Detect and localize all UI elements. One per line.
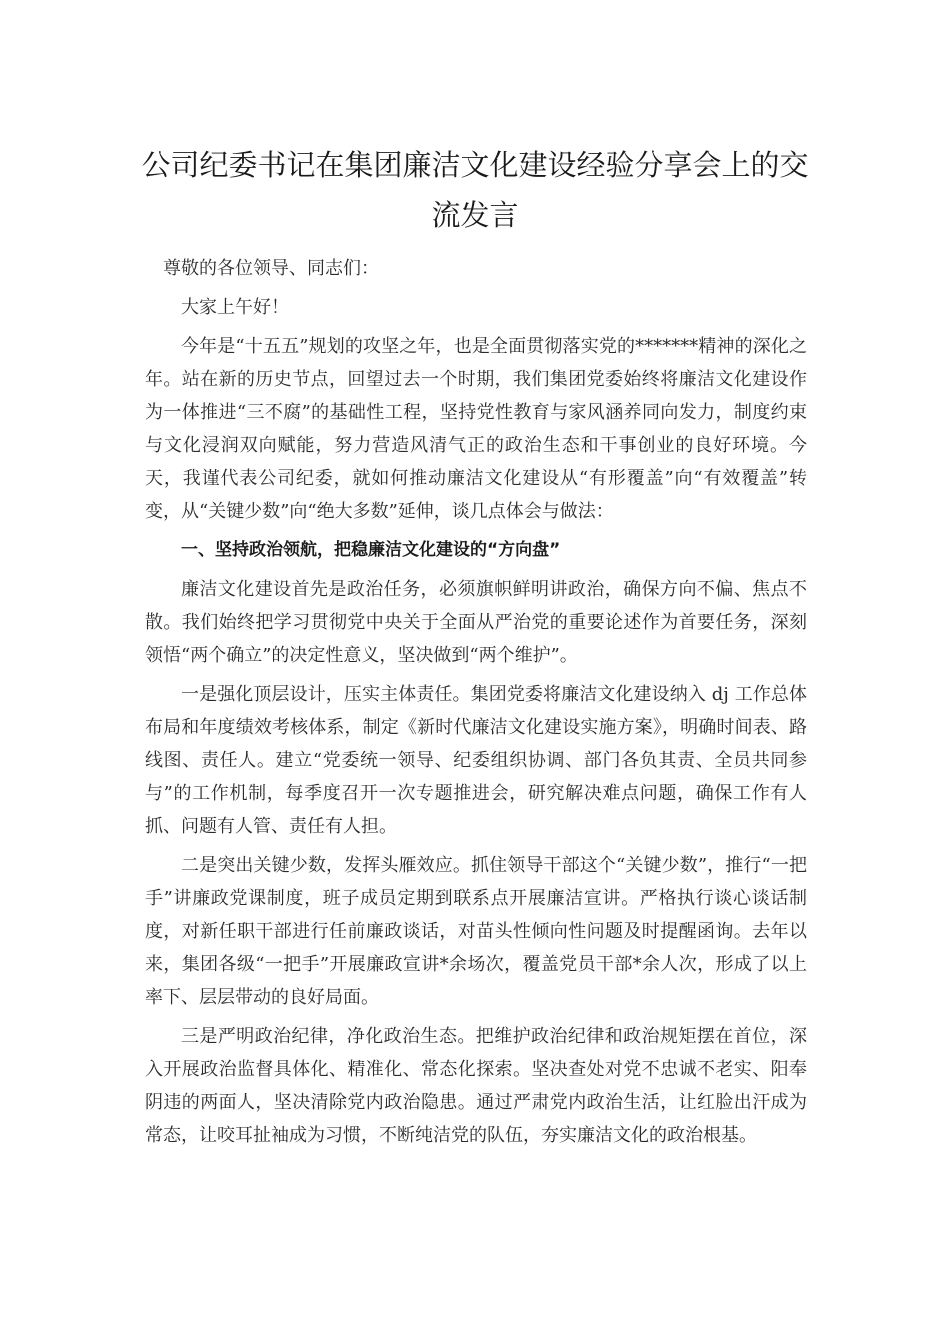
document-title: 公司纪委书记在集团廉洁文化建设经验分享会上的交流发言	[141, 148, 809, 232]
section-heading-1: 一、坚持政治领航，把稳廉洁文化建设的“方向盘”	[181, 540, 561, 560]
paragraph-point-3: 三是严明政治纪律，净化政治生态。把维护政治纪律和政治规矩摆在首位，深入开展政治监督具体化、精准化、常态化探索。坚决查处对党不忠诚不老实、阳奉阴违的两面人，坚决清除党内政治隐患。通过严肃党内政治生活，让红脸出汗成为常态，让咬耳扯袖成为习惯，不断纯洁党的队伍，夯实廉洁文化的政治根基。	[145, 1026, 807, 1146]
paragraph-point-1: 一是强化顶层设计，压实主体责任。集团党委将廉洁文化建设纳入 dj 工作总体布局和年度绩效考核体系，制定《新时代廉洁文化建设实施方案》，明确时间表、路线图、责任人。建立“党委统一领导、纪委组织协调、部门各负其责、全员共同参与”的工作机制，每季度召开一次专题推进会，研究解决难点问题，确保工作有人抓、问题有人管、责任有人担。	[145, 684, 807, 837]
paragraph-intro: 今年是“十五五”规划的攻坚之年，也是全面贯彻落实党的*******精神的深化之年。站在新的历史节点，回望过去一个时期，我们集团党委始终将廉洁文化建设作为一体推进“三不腐”的基础性工程，坚持党性教育与家风涵养同向发力，制度约束与文化浸润双向赋能，努力营造风清气正的政治生态和干事创业的良好环境。今天，我谨代表公司纪委，就如何推动廉洁文化建设从“有形覆盖”向“有效覆盖”转变，从“关键少数”向“绝大多数”延伸，谈几点体会与做法：	[145, 336, 807, 522]
paragraph-section-intro: 廉洁文化建设首先是政治任务，必须旗帜鲜明讲政治，确保方向不偏、焦点不散。我们始终把学习贯彻党中央关于全面从严治党的重要论述作为首要任务，深刻领悟“两个确立”的决定性意义，坚决做到“两个维护”。	[145, 579, 807, 666]
document-body	[145, 252, 807, 1158]
greeting: 大家上午好！	[181, 297, 289, 318]
salutation: 尊敬的各位领导、同志们：	[163, 258, 379, 279]
paragraph-point-2: 二是突出关键少数，发挥头雁效应。抓住领导干部这个“关键少数”，推行“一把手”讲廉政党课制度，班子成员定期到联系点开展廉洁宣讲。严格执行谈心谈话制度，对新任职干部进行任前廉政谈话，对苗头性倾向性问题及时提醒函询。去年以来，集团各级“一把手”开展廉政宣讲*余场次，覆盖党员干部*余人次，形成了以上率下、层层带动的良好局面。	[145, 855, 807, 1008]
